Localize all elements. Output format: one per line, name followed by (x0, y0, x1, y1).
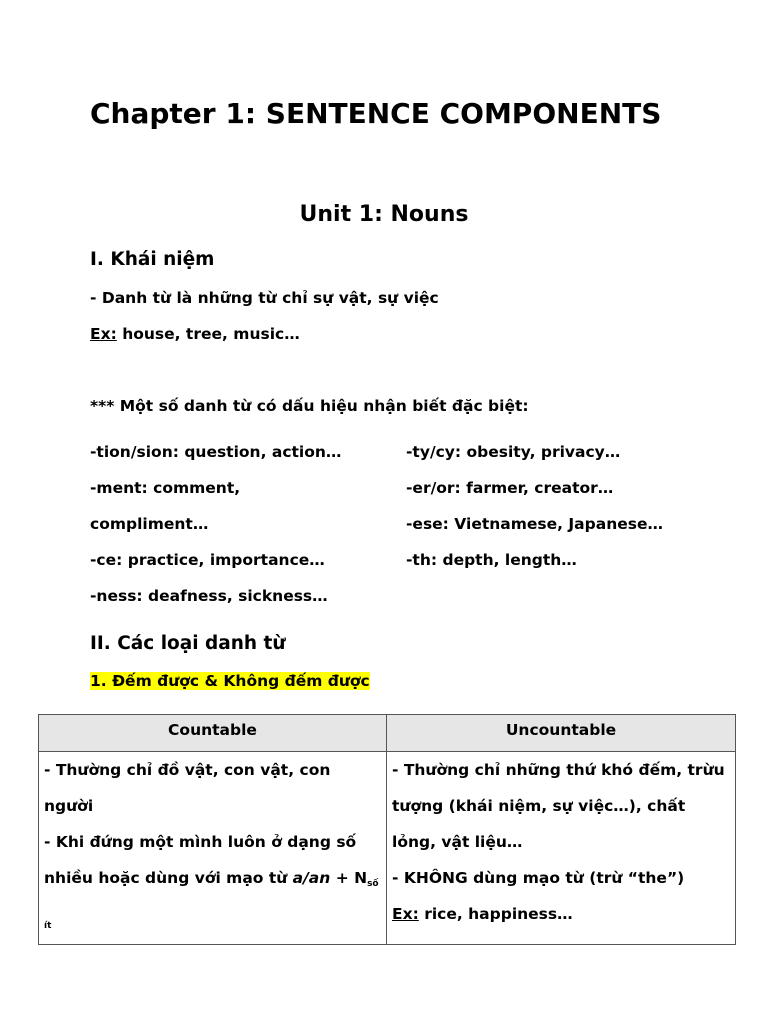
chapter-title: Chapter 1: SENTENCE COMPONENTS (90, 97, 662, 130)
suffix-item: -er/or: farmer, creator… (406, 479, 614, 497)
example-label: Ex: (90, 325, 117, 343)
header-uncountable: Uncountable (387, 715, 736, 752)
header-countable: Countable (39, 715, 387, 752)
subscript-singular: số ít (44, 879, 379, 931)
suffix-item: -ness: deafness, sickness… (90, 587, 328, 605)
article-italic: a/an (292, 869, 331, 887)
noun-definition: - Danh từ là những từ chỉ sự vật, sự việc (90, 289, 439, 307)
section1-heading: I. Khái niệm (90, 249, 215, 270)
uncountable-cell (387, 752, 736, 945)
suffix-item: -ty/cy: obesity, privacy… (406, 443, 621, 461)
suffix-list-left (90, 434, 341, 614)
countable-line2-n: + N (330, 869, 368, 887)
suffix-item: -ment: comment, (90, 479, 241, 497)
section2-subheading (90, 663, 370, 699)
section2-heading: II. Các loại danh từ (90, 633, 286, 654)
uncountable-line2: - KHÔNG dùng mạo từ (trừ “the”) (392, 869, 685, 887)
suffix-item: compliment… (90, 515, 209, 533)
table-row (39, 752, 736, 945)
uncountable-example (392, 896, 730, 932)
uncountable-line1: - Thường chỉ những thứ khó đếm, trừu tượng (khái niệm, sự việc…), chất lỏng, vật liệu… (392, 761, 725, 851)
suffix-item: -ese: Vietnamese, Japanese… (406, 515, 663, 533)
suffix-intro: *** Một số danh từ có dấu hiệu nhận biết đặc biệt: (90, 397, 529, 415)
suffix-item: -th: depth, length… (406, 551, 577, 569)
example-line (90, 316, 300, 352)
uncountable-ex-label: Ex: (392, 905, 419, 923)
countable-uncountable-table (38, 714, 736, 945)
highlighted-subheading: 1. Đếm được & Không đếm được (90, 672, 370, 690)
suffix-item: -ce: practice, importance… (90, 551, 325, 569)
countable-line2-text: - Khi đứng một mình luôn ở dạng số nhiều hoặc dùng với mạo từ (44, 833, 357, 887)
countable-cell (39, 752, 387, 945)
suffix-item: -tion/sion: question, action… (90, 443, 342, 461)
table-header-row (39, 715, 736, 752)
unit-title: Unit 1: Nouns (299, 202, 469, 227)
uncountable-ex-text: rice, happiness… (418, 905, 573, 923)
countable-line1: - Thường chỉ đồ vật, con vật, con người (44, 761, 331, 815)
example-text: house, tree, music… (116, 325, 300, 343)
countable-line2 (44, 824, 381, 944)
suffix-list-right (406, 434, 663, 578)
